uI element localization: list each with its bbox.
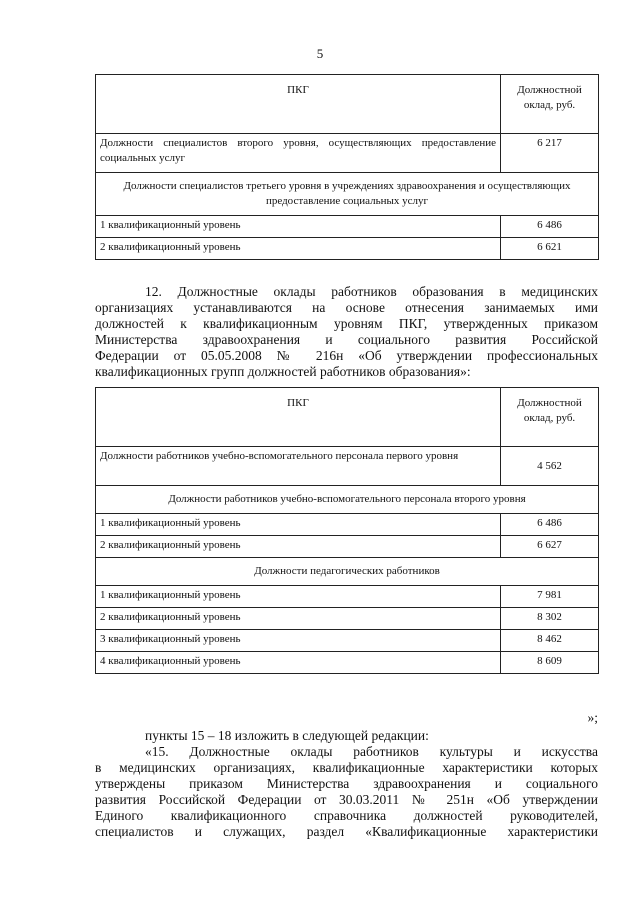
paragraph-line: развития Российской Федерации от 30.03.2011 № 251н «Об утверждении — [95, 792, 598, 807]
table-row — [96, 514, 599, 536]
paragraph-line: Единого квалификационного справочника должностей руководителей, — [95, 808, 598, 823]
table-row — [96, 630, 599, 652]
group-title: Должности работников учебно-вспомогательного персонала второго уровня — [96, 486, 599, 514]
table-row — [96, 652, 599, 674]
salary-value: 8 609 — [501, 652, 599, 674]
salary-value: 4 562 — [501, 447, 599, 486]
points-line — [95, 728, 598, 744]
paragraph-line: должностей к квалификационным уровням ПКГ, утвержденных приказом — [95, 316, 598, 331]
paragraph-line: в медицинских организациях, квалификационные характеристики которых — [95, 760, 598, 775]
paragraph-line: специалистов и служащих, раздел «Квалификационные характеристики — [95, 824, 598, 839]
paragraph-15 — [95, 744, 598, 840]
salary-value: 6 486 — [501, 216, 599, 238]
group-title: Должности педагогических работников — [96, 558, 599, 586]
paragraph-12 — [95, 284, 598, 380]
position-name: Должности специалистов второго уровня, осуществляющих предоставление социальных услуг — [96, 134, 501, 173]
position-name: 1 квалификационный уровень — [96, 216, 501, 238]
position-name: Должности работников учебно-вспомогательного персонала первого уровня — [96, 447, 501, 486]
group-row — [96, 486, 599, 514]
position-name: 4 квалификационный уровень — [96, 652, 501, 674]
page-number: 5 — [316, 46, 324, 61]
table-row — [96, 536, 599, 558]
closing-quote-mark: »; — [587, 710, 598, 725]
table-header-row — [96, 75, 599, 134]
table-header-row — [96, 388, 599, 447]
header-pkg: ПКГ — [96, 75, 501, 134]
paragraph-line: квалификационных групп должностей работников образования»: — [95, 364, 471, 379]
position-name: 3 квалификационный уровень — [96, 630, 501, 652]
table-row — [96, 447, 599, 486]
position-name: 1 квалификационный уровень — [96, 586, 501, 608]
salary-value: 8 462 — [501, 630, 599, 652]
header-salary: Должностной оклад, руб. — [501, 75, 599, 134]
salary-value: 7 981 — [501, 586, 599, 608]
paragraph-line: 12. Должностные оклады работников образования в медицинских — [145, 284, 598, 299]
group-row — [96, 558, 599, 586]
group-row — [96, 173, 599, 216]
paragraph-line: утверждены приказом Министерства здравоохранения и социального — [95, 776, 598, 791]
header-pkg: ПКГ — [96, 388, 501, 447]
paragraph-line: Министерства здравоохранения и социального развития Российской — [95, 332, 598, 347]
table-row — [96, 586, 599, 608]
table-row — [96, 608, 599, 630]
salary-value: 8 302 — [501, 608, 599, 630]
position-name: 2 квалификационный уровень — [96, 608, 501, 630]
paragraph-line: Федерации от 05.05.2008 № 216н «Об утверждении профессиональных — [95, 348, 598, 363]
paragraph-line: организациях устанавливаются на основе отнесения занимаемых ими — [95, 300, 598, 315]
position-name: 1 квалификационный уровень — [96, 514, 501, 536]
table-row — [96, 134, 599, 173]
table-row — [96, 216, 599, 238]
header-salary: Должностной оклад, руб. — [501, 388, 599, 447]
salary-table-1 — [95, 74, 599, 260]
salary-value: 6 217 — [501, 134, 599, 173]
salary-value: 6 627 — [501, 536, 599, 558]
salary-value: 6 486 — [501, 514, 599, 536]
paragraph-line: «15. Должностные оклады работников культуры и искусства — [145, 744, 598, 759]
salary-table-2 — [95, 387, 599, 674]
points-text: пункты 15 – 18 изложить в следующей редакции: — [145, 728, 429, 743]
group-title: Должности специалистов третьего уровня в учреждениях здравоохранения и осуществляющих предоставление социальных услуг — [96, 173, 599, 216]
position-name: 2 квалификационный уровень — [96, 536, 501, 558]
table-row — [96, 238, 599, 260]
position-name: 2 квалификационный уровень — [96, 238, 501, 260]
salary-value: 6 621 — [501, 238, 599, 260]
